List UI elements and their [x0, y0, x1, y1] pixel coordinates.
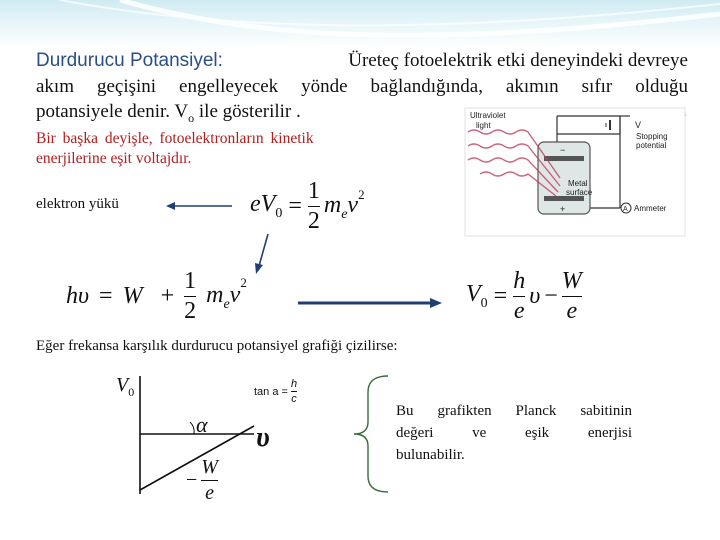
arrow-down-icon	[250, 232, 274, 276]
svg-text:+: +	[560, 204, 566, 214]
uv-label: Ultraviolet	[470, 111, 506, 120]
stopping-potential-graph	[104, 370, 344, 510]
graph-intro: Eğer frekansa karşılık durdurucu potansiyel grafiği çizilirse:	[36, 338, 398, 354]
equation-1: $eV_0$ = $\frac{1}{2}$ $m_ev^2$	[250, 178, 365, 234]
stopping-label-2: potential	[636, 141, 667, 150]
voltage-label: V	[635, 120, 642, 130]
graph-x-label: υ	[256, 422, 270, 453]
arrow-right-icon	[296, 296, 446, 310]
title-line-2: akım geçişini engelleyecek yönde bağlandığında, akımın sıfır olduğu	[36, 76, 688, 97]
electron-label: elektron yükü	[36, 196, 119, 212]
title-keyword: Durdurucu Potansiyel:	[36, 50, 223, 71]
metal-label-2: surface	[566, 188, 593, 197]
graph-alpha: α	[196, 412, 208, 437]
ammeter-label: Ammeter	[634, 204, 667, 213]
title-line-3: potansiyele denir. $V_o$ ile gösterilir .	[36, 101, 301, 125]
stopping-label: Stopping	[636, 132, 668, 141]
tan-formula: tan a = $\frac{h}{c}$	[254, 378, 298, 405]
left-bracket	[348, 372, 394, 496]
uv-label-2: light	[476, 121, 491, 130]
subtitle: Bir başka deyişle, fotoelektronların kinetik enerjilerine eşit voltajdır.	[36, 130, 314, 167]
title-line-1	[36, 50, 688, 72]
equation-3: $V_0$ = $\frac{h}{e}$ υ − $\frac{W}{e}$	[466, 268, 582, 324]
title-line-1-rest: Üreteç fotoelektrik etki deneyindeki devreye	[348, 50, 688, 71]
metal-label: Metal	[568, 179, 588, 188]
graph-intercept: − $\frac{W}{e}$	[186, 456, 218, 504]
svg-text:A: A	[623, 206, 628, 213]
svg-text:−: −	[560, 145, 566, 155]
arrow-left-icon	[166, 198, 236, 214]
graph-y-label: $V_0$	[116, 374, 135, 399]
equation-2: hυ = W + $\frac{1}{2}$ $m_ev^2$	[66, 268, 247, 324]
conclusion: Bu grafikten Planck sabitinin değeri ve eşik enerjisi bulunabilir.	[396, 403, 632, 463]
photoelectric-diagram	[460, 106, 690, 238]
